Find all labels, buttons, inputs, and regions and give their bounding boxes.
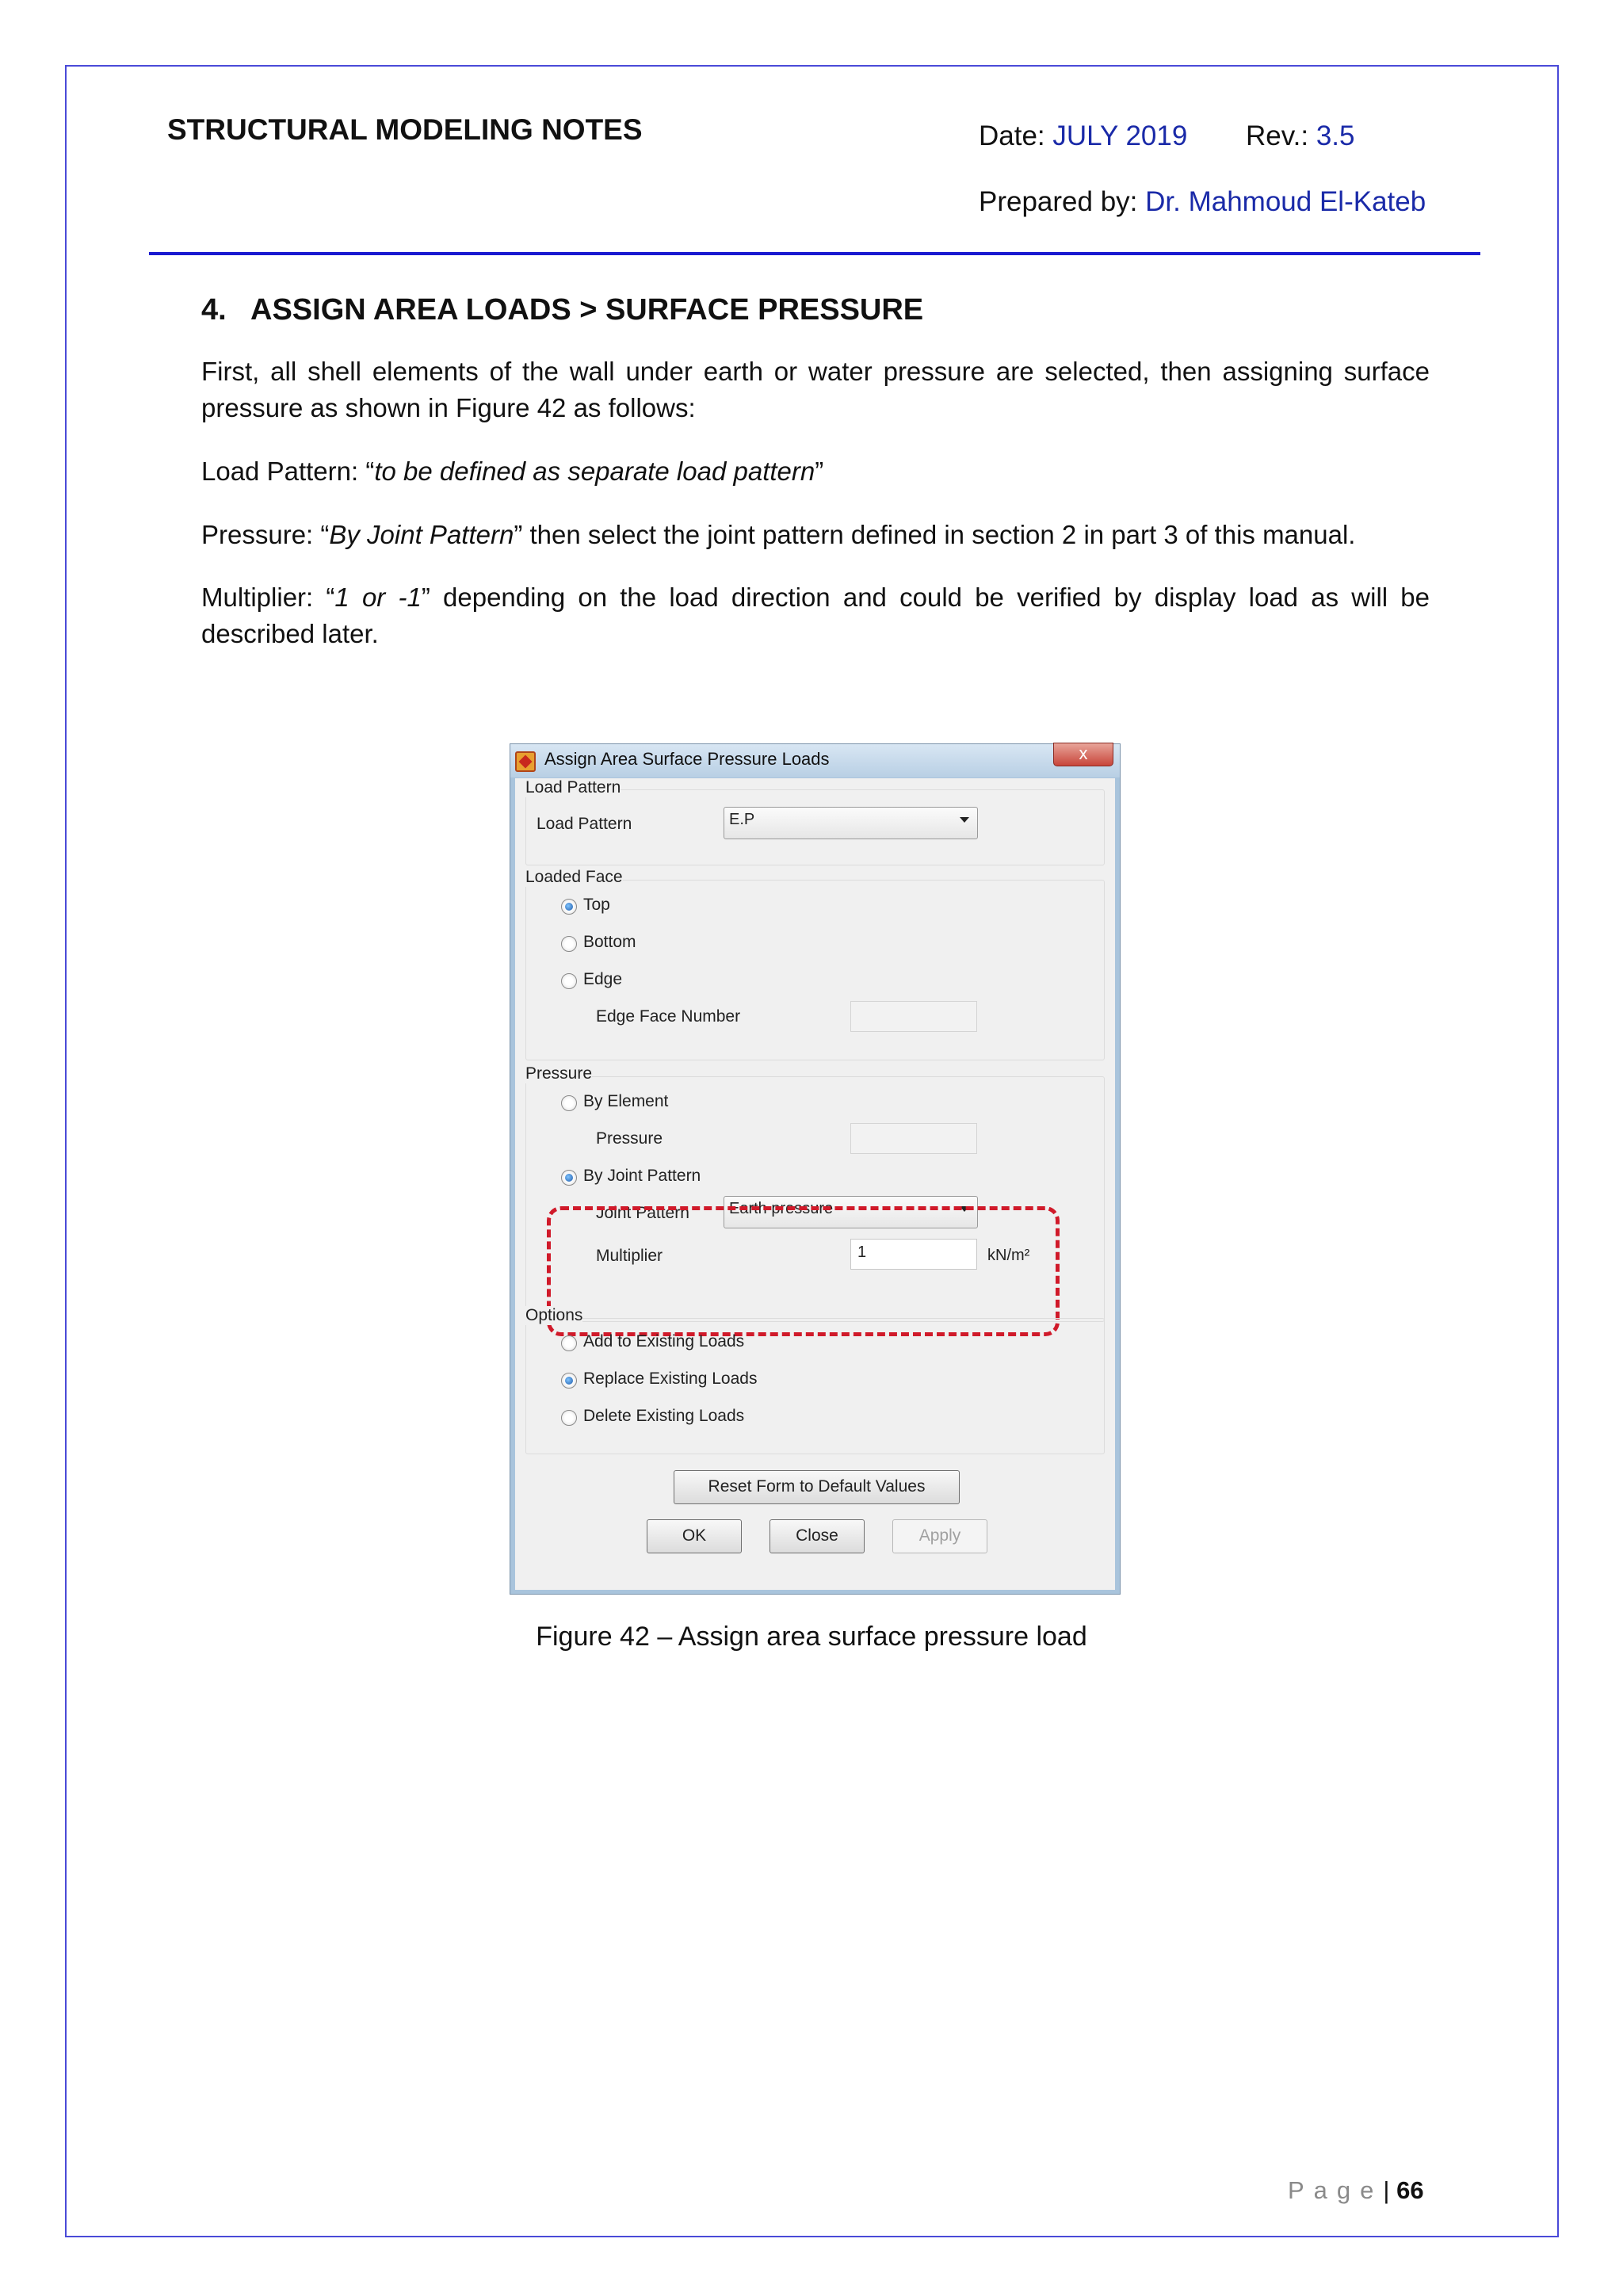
reset-defaults-button[interactable]: Reset Form to Default Values xyxy=(674,1470,960,1504)
face-top-radio[interactable] xyxy=(561,899,577,915)
pressure-group-label: Pressure xyxy=(525,1064,593,1083)
edge-face-number-input[interactable] xyxy=(850,1001,977,1032)
apply-button[interactable]: Apply xyxy=(892,1519,987,1553)
multiplier-label: Multiplier xyxy=(596,1247,663,1265)
add-existing-label: Add to Existing Loads xyxy=(583,1332,745,1350)
multiplier-paragraph xyxy=(201,579,1430,652)
prepared-by-value: Dr. Mahmoud El-Kateb xyxy=(1145,186,1426,217)
figure-caption: Figure 42 – Assign area surface pressure load xyxy=(536,1622,1087,1652)
joint-pattern-selected: Earth pressure xyxy=(729,1200,834,1217)
multiplier-options: 1 or -1 xyxy=(334,583,422,612)
add-existing-radio[interactable] xyxy=(561,1335,577,1351)
document-date xyxy=(979,120,1187,152)
page-number: 66 xyxy=(1396,2176,1424,2204)
section-title: ASSIGN AREA LOADS > SURFACE PRESSURE xyxy=(250,293,924,327)
replace-existing-radio[interactable] xyxy=(561,1373,577,1389)
by-joint-pattern-label: By Joint Pattern xyxy=(583,1167,701,1185)
delete-existing-label: Delete Existing Loads xyxy=(583,1407,745,1425)
section-number: 4. xyxy=(201,293,227,327)
by-element-radio[interactable] xyxy=(561,1095,577,1111)
load-pattern-description: to be defined as separate load pattern xyxy=(374,457,815,486)
load-pattern-term: Load Pattern: “ xyxy=(201,457,375,486)
document-author xyxy=(979,186,1426,218)
intro-paragraph: First, all shell elements of the wall under earth or water pressure are selected, then assigning surface pressure as shown in Figure 42 as follows: xyxy=(201,357,1430,422)
face-edge-label: Edge xyxy=(583,970,623,988)
date-value: JULY 2019 xyxy=(1052,120,1188,151)
ok-button[interactable]: OK xyxy=(647,1519,742,1553)
revision-label: Rev.: xyxy=(1246,120,1309,151)
dialog-titlebar xyxy=(510,744,1120,777)
dialog-body xyxy=(515,778,1115,1590)
replace-existing-label: Replace Existing Loads xyxy=(583,1370,758,1388)
joint-pattern-highlight xyxy=(547,1206,1060,1336)
by-joint-pattern-radio[interactable] xyxy=(561,1170,577,1186)
options-group-label: Options xyxy=(525,1306,583,1324)
close-button[interactable]: Close xyxy=(769,1519,865,1553)
pressure-paragraph xyxy=(201,517,1430,553)
pressure-value-input[interactable] xyxy=(850,1123,977,1154)
joint-pattern-label: Joint Pattern xyxy=(596,1204,689,1222)
load-pattern-label: Load Pattern xyxy=(537,815,632,833)
load-pattern-close-quote: ” xyxy=(815,457,824,486)
prepared-by-label: Prepared by: xyxy=(979,186,1138,217)
date-label: Date: xyxy=(979,120,1045,151)
loaded-face-group-label: Loaded Face xyxy=(525,868,623,886)
app-icon xyxy=(515,751,536,772)
page-separator: | xyxy=(1383,2176,1390,2204)
multiplier-term: Multiplier: “ xyxy=(201,583,335,612)
dialog-title: Assign Area Surface Pressure Loads xyxy=(544,749,830,769)
load-pattern-group-label: Load Pattern xyxy=(525,778,621,797)
load-pattern-selected: E.P xyxy=(729,811,755,828)
header-divider xyxy=(149,252,1480,255)
load-pattern-dropdown[interactable] xyxy=(724,807,978,839)
document-revision xyxy=(1246,120,1354,152)
revision-value: 3.5 xyxy=(1316,120,1355,151)
pressure-term: Pressure: “ xyxy=(201,520,330,549)
section-heading xyxy=(201,293,923,327)
face-bottom-label: Bottom xyxy=(583,933,636,951)
multiplier-input-value: 1 xyxy=(857,1244,867,1261)
load-pattern-paragraph xyxy=(201,453,1430,490)
pressure-value-label: Pressure xyxy=(596,1129,663,1148)
by-element-label: By Element xyxy=(583,1092,669,1110)
face-top-label: Top xyxy=(583,896,610,914)
delete-existing-radio[interactable] xyxy=(561,1410,577,1426)
face-bottom-radio[interactable] xyxy=(561,936,577,952)
multiplier-description: ” depending on the load direction and could be verified by display load as will be described later. xyxy=(201,583,1430,648)
pressure-option: By Joint Pattern xyxy=(329,520,514,549)
assign-pressure-dialog xyxy=(510,743,1121,1595)
page-word: Page xyxy=(1288,2176,1384,2204)
edge-face-number-label: Edge Face Number xyxy=(596,1007,741,1026)
page-footer xyxy=(1288,2176,1424,2205)
multiplier-unit: kN/m² xyxy=(987,1247,1030,1264)
face-edge-radio[interactable] xyxy=(561,973,577,989)
pressure-description: ” then select the joint pattern defined in section 2 in part 3 of this manual. xyxy=(514,520,1356,549)
chevron-down-icon xyxy=(960,817,969,823)
close-window-button[interactable]: x xyxy=(1053,743,1113,766)
document-title: STRUCTURAL MODELING NOTES xyxy=(167,113,643,146)
